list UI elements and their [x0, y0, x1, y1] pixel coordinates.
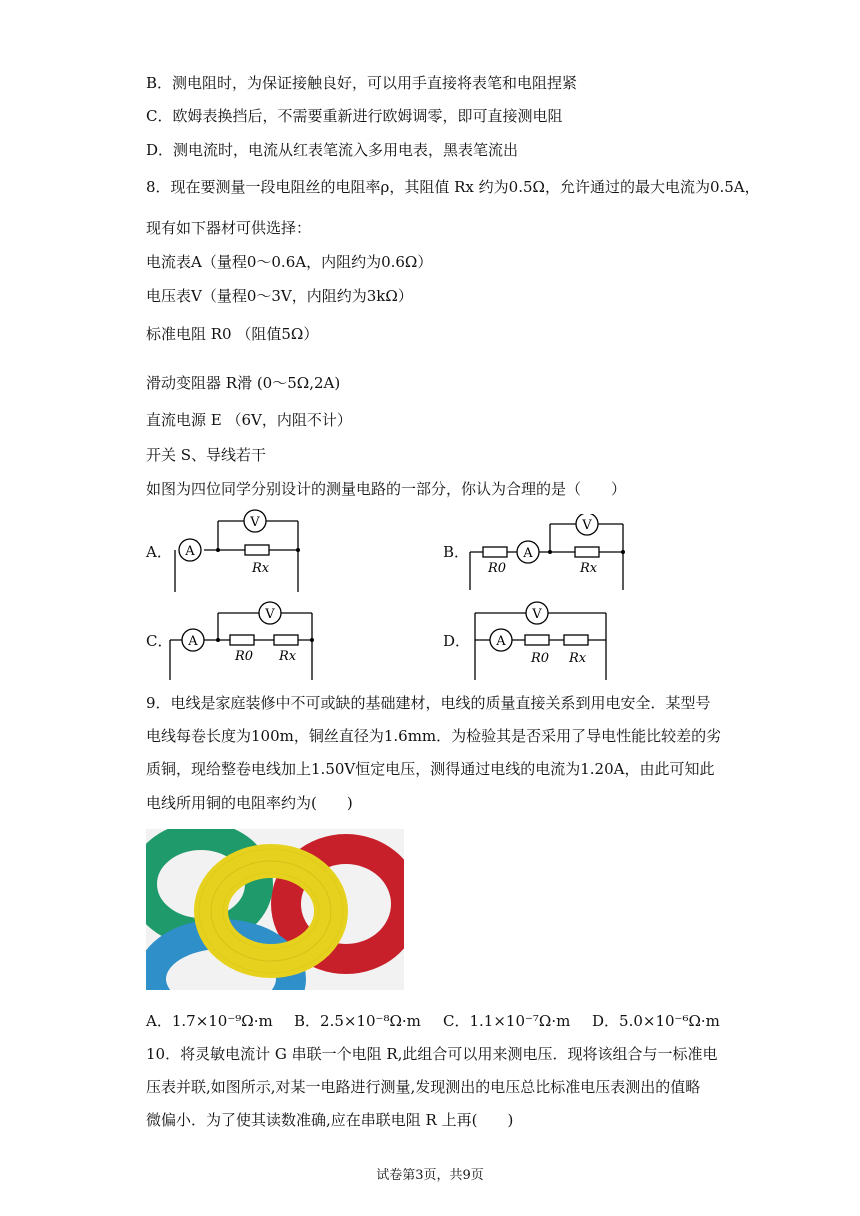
circuit-a-label: A． — [146, 543, 172, 561]
q10-line2: 压表并联,如图所示,对某一电路进行测量,发现测出的电压总比标准电压表测出的值略 — [146, 1078, 701, 1096]
q10-line1: 10．将灵敏电流计 G 串联一个电阻 R,此组合可以用来测电压．现将该组合与一标准电 — [146, 1045, 718, 1063]
circuit-b — [468, 514, 628, 590]
svg-text:R0: R0 — [531, 651, 550, 666]
wire-coils-photo — [146, 829, 404, 990]
circuit-c-label: C． — [146, 632, 173, 650]
q7-option-d: D．测电流时，电流从红表笔流入多用电表，黑表笔流出 — [146, 141, 519, 159]
rx-label: Rx — [252, 561, 270, 576]
circuit-b-label: B． — [443, 543, 470, 561]
svg-text:A: A — [496, 634, 506, 649]
q8-stem-line2: 现有如下器材可供选择： — [146, 219, 312, 237]
circuit-d-label: D． — [443, 632, 471, 650]
q8-stem-line1: 8．现在要测量一段电阻丝的电阻率ρ，其阻值 Rx 约为0.5Ω，允许通过的最大电流为0.5A， — [146, 178, 760, 196]
svg-text:V: V — [265, 607, 275, 622]
circuit-d — [470, 600, 610, 680]
q8-item-ammeter: 电流表A（量程0～0.6A，内阻约为0.6Ω） — [146, 253, 433, 271]
svg-text:Rx: Rx — [569, 651, 587, 666]
q8-item-r0: 标准电阻 R0 （阻值5Ω） — [146, 325, 319, 343]
q9-line4: 电线所用铜的电阻率约为( ) — [146, 794, 353, 812]
page-footer: 试卷第3页，共9页 — [376, 1168, 484, 1183]
q9-option-a: A．1.7×10⁻⁹Ω·m — [146, 1012, 273, 1030]
svg-text:V: V — [532, 607, 542, 622]
circuit-a — [168, 508, 308, 592]
svg-text:A: A — [188, 634, 198, 649]
q9-option-b: B．2.5×10⁻⁸Ω·m — [294, 1012, 421, 1030]
q9-line1: 9．电线是家庭装修中不可或缺的基础建材，电线的质量直接关系到用电安全．某型号 — [146, 694, 711, 712]
q8-question: 如图为四位同学分别设计的测量电路的一部分，你认为合理的是（ ） — [146, 480, 627, 498]
q9-option-c: C．1.1×10⁻⁷Ω·m — [443, 1012, 571, 1030]
q9-option-d: D．5.0×10⁻⁶Ω·m — [592, 1012, 720, 1030]
q9-line2: 电线每卷长度为100m，铜丝直径为1.6mm．为检验其是否采用了导电性能比较差的劣 — [146, 727, 722, 745]
q8-item-switch: 开关 S、导线若干 — [146, 446, 267, 464]
q9-line3: 质铜，现给整卷电线加上1.50V恒定电压，测得通过电线的电流为1.20A，由此可知此 — [146, 760, 715, 778]
circuit-c — [166, 600, 316, 680]
svg-text:Rx: Rx — [580, 561, 598, 576]
svg-text:R0: R0 — [235, 649, 254, 664]
svg-text:R0: R0 — [488, 561, 507, 576]
voltmeter-symbol: V — [250, 515, 260, 530]
q8-item-rheostat: 滑动变阻器 R滑 (0～5Ω,2A) — [146, 374, 341, 392]
q10-line3: 微偏小．为了使其读数准确,应在串联电阻 R 上再( ) — [146, 1111, 514, 1129]
svg-text:Rx: Rx — [279, 649, 297, 664]
svg-text:V: V — [582, 518, 592, 533]
svg-text:A: A — [523, 546, 533, 561]
q7-option-b: B．测电阻时，为保证接触良好，可以用手直接将表笔和电阻捏紧 — [146, 74, 578, 92]
q8-item-voltmeter: 电压表V（量程0～3V，内阻约为3kΩ） — [146, 287, 413, 305]
q7-option-c: C．欧姆表换挡后，不需要重新进行欧姆调零，即可直接测电阻 — [146, 107, 563, 125]
ammeter-symbol: A — [185, 544, 195, 559]
q8-item-source: 直流电源 E （6V，内阻不计） — [146, 411, 352, 429]
